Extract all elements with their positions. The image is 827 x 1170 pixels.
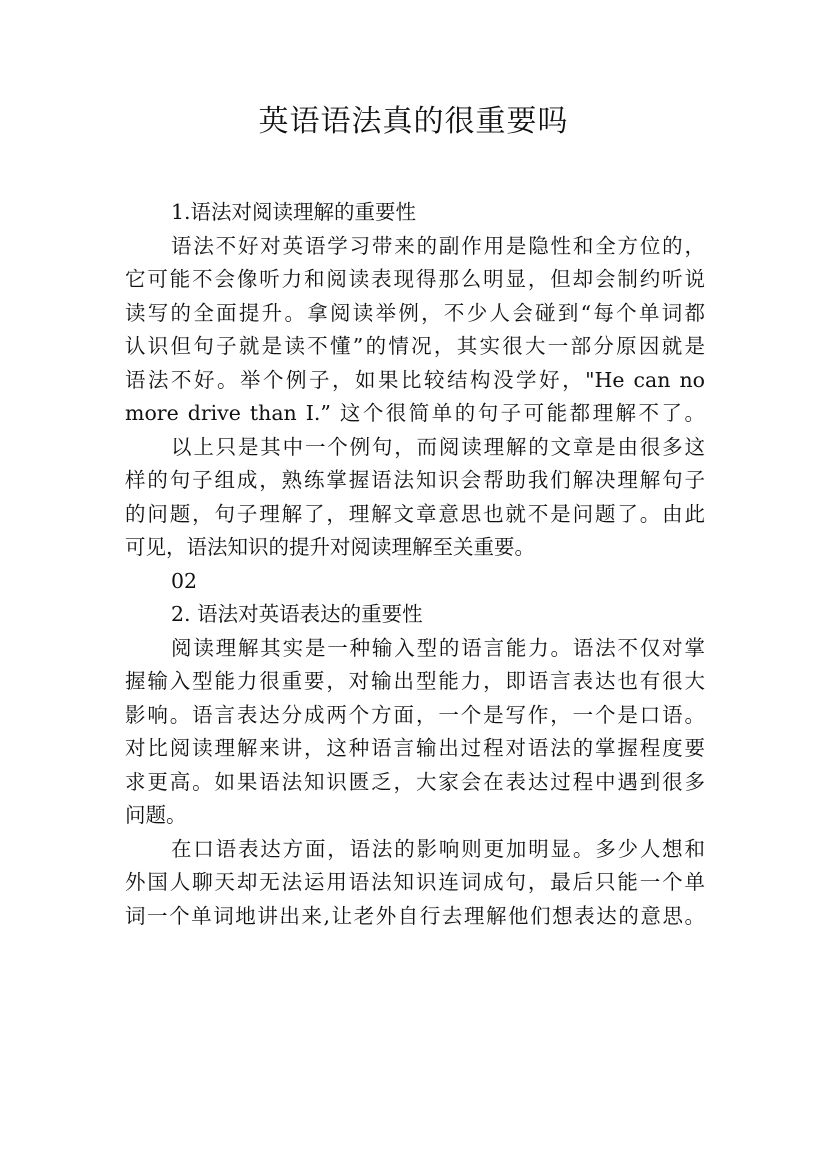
section-heading-reading: 1.语法对阅读理解的重要性 bbox=[171, 200, 417, 224]
paragraph-line: 它可能不会像听力和阅读表现得那么明显，但却会制约听说 bbox=[125, 267, 705, 291]
paragraph-line: 读写的全面提升。拿阅读举例，不少人会碰到“每个单词都 bbox=[125, 300, 705, 325]
paragraph-line: 外国人聊天却无法运用语法知识连词成句，最后只能一个单 bbox=[125, 870, 705, 894]
paragraph-line: 握输入型能力很重要，对输出型能力，即语言表达也有很大 bbox=[125, 669, 705, 693]
section-heading-expression: 2. 语法对英语表达的重要性 bbox=[171, 602, 423, 626]
paragraph-line: 的问题，句子理解了，理解文章意思也就不是问题了。由此 bbox=[125, 501, 705, 526]
section-number: 02 bbox=[171, 568, 198, 593]
paragraph-line: 在口语表达方面，语法的影响则更加明显。多少人想和 bbox=[171, 836, 705, 861]
paragraph-line: 语法不好对英语学习带来的副作用是隐性和全方位的， bbox=[171, 233, 705, 258]
paragraph-line: 可见，语法知识的提升对阅读理解至关重要。 bbox=[125, 535, 535, 559]
paragraph-line: 对比阅读理解来讲，这种语言输出过程对语法的掌握程度要 bbox=[125, 736, 705, 760]
paragraph-line: 认识但句子就是读不懂”的情况，其实很大一部分原因就是 bbox=[125, 334, 705, 358]
paragraph-line: 问题。 bbox=[125, 803, 187, 827]
paragraph-line: 样的句子组成，熟练掌握语法知识会帮助我们解决理解句子 bbox=[125, 468, 705, 492]
paragraph-line: 语法不好。举个例子，如果比较结构没学好，"He can no bbox=[125, 367, 705, 392]
paragraph-line: 词一个单词地讲出来,让老外自行去理解他们想表达的意思。 bbox=[125, 903, 705, 928]
paragraph-line: 求更高。如果语法知识匮乏，大家会在表达过程中遇到很多 bbox=[125, 769, 705, 794]
paragraph-line: 阅读理解其实是一种输入型的语言能力。语法不仅对掌 bbox=[171, 635, 705, 660]
paragraph-line: 影响。语言表达分成两个方面，一个是写作，一个是口语。 bbox=[125, 702, 705, 727]
document-body bbox=[125, 196, 705, 933]
paragraph-line: 以上只是其中一个例句，而阅读理解的文章是由很多这 bbox=[171, 434, 705, 459]
document-title: 英语语法真的很重要吗 bbox=[258, 104, 569, 139]
paragraph-line: more drive than I.” 这个很简单的句子可能都理解不了。 bbox=[125, 401, 705, 425]
